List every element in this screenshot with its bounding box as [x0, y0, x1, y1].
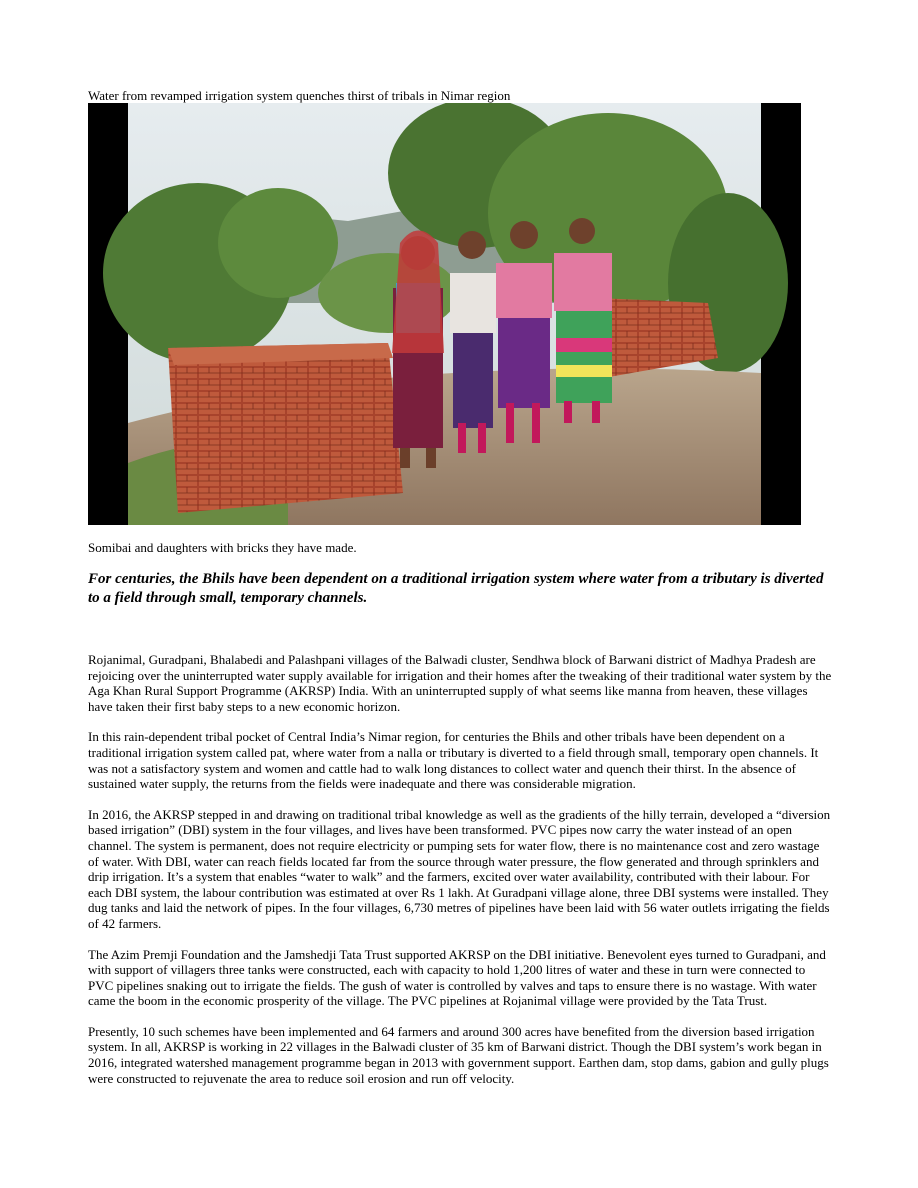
- body-paragraph: In 2016, the AKRSP stepped in and drawing on traditional tribal knowledge as well as the gradients of the hilly terrain, developed a “diversion based irrigation” (DBI) system in the four villages, and lives have been transformed. PVC pipes now carry the water instead of an open channel. The system is permanent, does not require electricity or pumping sets for water flow, there is no maintenance cost and zero wastage of water. With DBI, water can reach fields located far from the source through water pressure, the flow generated and through sprinklers and drip irrigation. It’s a system that enables “water to walk” and the farmers, excited over water availability, contributed with their labour. For each DBI system, the labour contribution was estimated at over Rs 1 lakh. At Guradpani village alone, three DBI systems were installed. They dug tanks and laid the network of pipes. In the four villages, 6,730 metres of pipelines have been laid with 56 water outlets irrigating the fields of 42 farmers.: [88, 806, 831, 931]
- article-body: [88, 652, 833, 1101]
- body-paragraph: In this rain-dependent tribal pocket of Central India’s Nimar region, for centuries the Bhils and other tribals have been dependent on a traditional irrigation system called pat, where water from a nalla or tributary is diverted to a field through small, temporary open channels. It was not a satisfactory system and women and cattle had to walk long distances to collect water and quench their thirst. In the absence of sustained water supply, the returns from the fields were inadequate and there was considerable migration.: [88, 729, 819, 792]
- article-photo: [88, 103, 801, 525]
- body-paragraph: Rojanimal, Guradpani, Bhalabedi and Palashpani villages of the Balwadi cluster, Sendhwa block of Barwani district of Madhya Pradesh are rejoicing over the uninterrupted water supply available for irrigation and their homes after the tweaking of their traditional water system by the Aga Khan Rural Support Programme (AKRSP) India. With an uninterrupted supply of what seems like manna from heaven, these villages have taken their first baby steps to a new economic horizon.: [88, 652, 832, 714]
- article-standfirst: For centuries, the Bhils have been dependent on a traditional irrigation system where water from a tributary is diverted to a field through small, temporary channels.: [88, 571, 824, 606]
- article-headline: Water from revamped irrigation system quenches thirst of tribals in Nimar region: [88, 88, 511, 103]
- photo-caption: Somibai and daughters with bricks they have made.: [88, 540, 357, 555]
- body-paragraph: Presently, 10 such schemes have been implemented and 64 farmers and around 300 acres have benefited from the diversion based irrigation system. In all, AKRSP is working in 22 villages in the Balwadi cluster of 35 km of Barwani district. Though the DBI system’s work began in 2016, integrated watershed management programme began in 2013 with government support. Earthen dam, stop dams, gabion and gully plugs were constructed to rejuvenate the area to reduce soil erosion and run off velocity.: [88, 1023, 829, 1086]
- body-paragraph: The Azim Premji Foundation and the Jamshedji Tata Trust supported AKRSP on the DBI initiative. Benevolent eyes turned to Guradpani, and with support of villagers three tanks were constructed, each with capacity to hold 1,200 litres of water and these in turn were connected to PVC pipelines snaking out to irrigate the fields. The gush of water is controlled by valves and taps to ensure there is no wastage. With water came the boom in the economic prosperity of the village. The PVC pipelines at Rojanimal village were provided by the Tata Trust.: [88, 946, 826, 1009]
